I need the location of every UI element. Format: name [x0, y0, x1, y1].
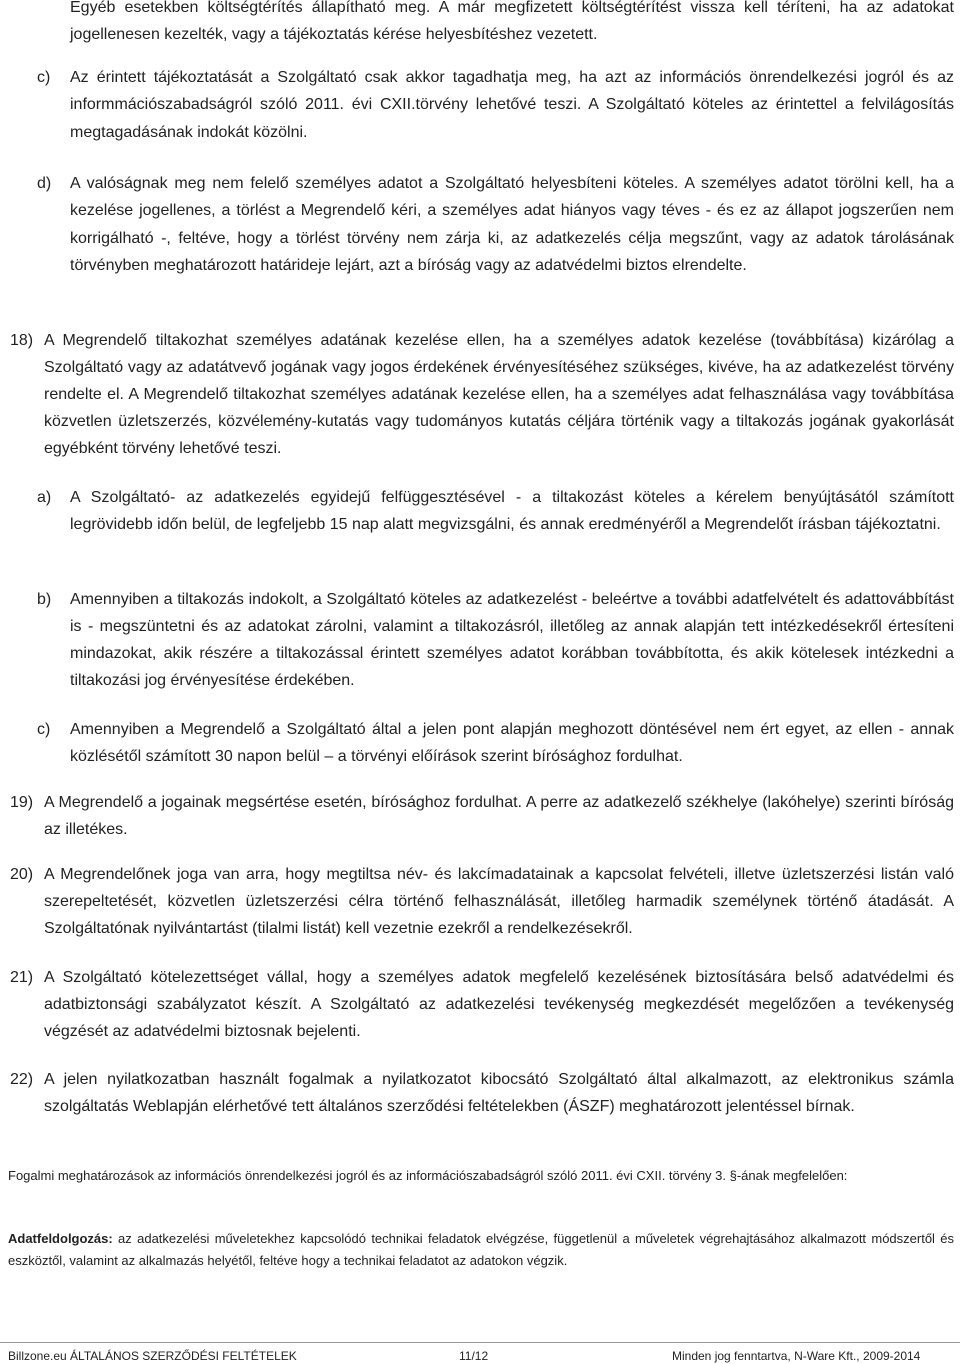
section-text: A Megrendelő a jogainak megsértése esetén, bírósághoz fordulhat. A perre az adatkezelő székhelye (lakóhelye) szerinti bíróság az illetékes.: [44, 794, 954, 838]
section-text: A Szolgáltató kötelezettséget vállal, hogy a személyes adatok megfelelő kezelésének biztosítására belső adatvédelmi és adatbiztonsági szabályzatot készít. A Szolgáltató az adatkezelési tevékenység megkezdését megelőzően a tevékenység végzését az adatvédelmi biztosnak bejelenti.: [44, 969, 954, 1040]
section-number: 22): [10, 1071, 34, 1088]
item-label: b): [37, 591, 52, 608]
intro-paragraph: Egyéb esetekben költségtérítés állapítható meg. A már megfizetett költségtérítést vissza kell téríteni, ha az adatokat jogellenesen kezelték, vagy a tájékoztatás kérése helyesbítéshez vezetett.: [70, 0, 954, 44]
section-number: 20): [10, 866, 34, 883]
section-number: 21): [10, 969, 34, 986]
item-text: A valóságnak meg nem felelő személyes adatot a Szolgáltató helyesbíteni köteles. A személyes adatot törölni kell, ha a kezelése jogellenes, a törlést a Megrendelő kéri, a személyes adat hiányos vagy téves - és ez az állapot jogszerűen nem korrigálható -, feltéve, hogy a törlést törvény nem zárja ki, az adatkezelés célja megszűnt, vagy az adatok tárolásának törvényben meghatározott határideje lejárt, azt a bíróság vagy az adatvédelmi biztos elrendelte.: [70, 175, 954, 275]
item-label: c): [37, 721, 51, 738]
footer-copyright: Minden jog fenntartva, N-Ware Kft., 2009-2014: [672, 1349, 921, 1363]
section-text: A Megrendelő tiltakozhat személyes adatának kezelése ellen, ha a személyes adatok kezelése (továbbítása) kizárólag a Szolgáltató vagy az adatátvevő jogának vagy jogos érdekének érvényesítéséhez szükséges, kivéve, ha az adatkezelést törvény rendelte el. A Megrendelő tiltakozhat személyes adatának kezelése ellen, ha a személyes adat felhasználása vagy továbbítása közvetlen üzletszerzés, közvélemény-kutatás vagy tudományos kutatás céljára történik vagy a tiltakozás jogának gyakorlását egyébként törvény lehetővé teszi.: [44, 332, 954, 457]
item-text: A Szolgáltató- az adatkezelés egyidejű felfüggesztésével - a tiltakozást köteles a kérelem benyújtásától számított legrövidebb időn belül, de legfeljebb 15 nap alatt megvizsgálni, és annak eredményéről a Megrendelőt írásban tájékoztatni.: [70, 489, 954, 533]
item-text: Amennyiben a tiltakozás indokolt, a Szolgáltató köteles az adatkezelést - beleértve a további adatfelvételt és adattovábbítást is - megszüntetni és az adatokat zárolni, valamint a tiltakozásról, illetőleg az annak alapján tett intézkedésekről értesíteni mindazokat, akik részére a tiltakozással érintett személyes adatot korábban továbbította, és akik kötelesek intézkedni a tiltakozási jog érvényesítése érdekében.: [70, 591, 954, 689]
section-text: A Megrendelőnek joga van arra, hogy megtiltsa név- és lakcímadatainak a kapcsolat felvételi, illetve üzletszerzési listán való szerepeltetését, közvetlen üzletszerzési célra történő felhasználását, illetőleg harmadik személynek történő átadását. A Szolgáltatónak nyilvántartást (tilalmi listát) kell vezetnie ezekről a rendelkezésekről.: [44, 866, 954, 937]
section-text: A jelen nyilatkozatban használt fogalmak a nyilatkozatot kibocsátó Szolgáltató által alkalmazott, az elektronikus számla szolgáltatás Weblapján elérhetővé tett általános szerződési feltételekben (ÁSZF) meghatározott jelentéssel bírnak.: [44, 1071, 954, 1115]
footer-page-number: 11/12: [459, 1349, 489, 1363]
item-label: d): [37, 175, 52, 192]
item-text: Az érintett tájékoztatását a Szolgáltató csak akkor tagadhatja meg, ha azt az információs önrendelkezési jogról és az informmációszabadságról szóló 2011. évi CXII.törvény lehetővé teszi. A Szolgáltató köteles az érintettel a felvilágosítás megtagadásának indokát közölni.: [70, 69, 954, 141]
section-number: 19): [10, 794, 34, 811]
footer-document-title: Billzone.eu ÁLTALÁNOS SZERZŐDÉSI FELTÉTELEK: [8, 1349, 297, 1363]
item-label: a): [37, 489, 52, 506]
definitions-intro: Fogalmi meghatározások az információs önrendelkezési jogról és az információszabadságról szóló 2011. évi CXII. törvény 3. §-ának megfelelően:: [8, 1168, 848, 1183]
definition-paragraph: [8, 1228, 954, 1271]
definition-text: az adatkezelési műveletekhez kapcsolódó technikai feladatok elvégzése, függetlenül a műveletek végrehajtásához alkalmazott módszertől és eszköztől, valamint az alkalmazás helyétől, feltéve hogy a technikai feladatot az adatokon végzik.: [8, 1231, 954, 1268]
section-number: 18): [10, 332, 34, 349]
item-text: Amennyiben a Megrendelő a Szolgáltató által a jelen pont alapján meghozott döntésével nem ért egyet, az ellen - annak közlésétől számított 30 napon belül – a törvényi előírások szerint bírósághoz fordulhat.: [70, 721, 954, 765]
item-label: c): [37, 69, 51, 86]
definition-term: Adatfeldolgozás:: [8, 1231, 113, 1246]
footer-divider: [0, 1342, 960, 1343]
